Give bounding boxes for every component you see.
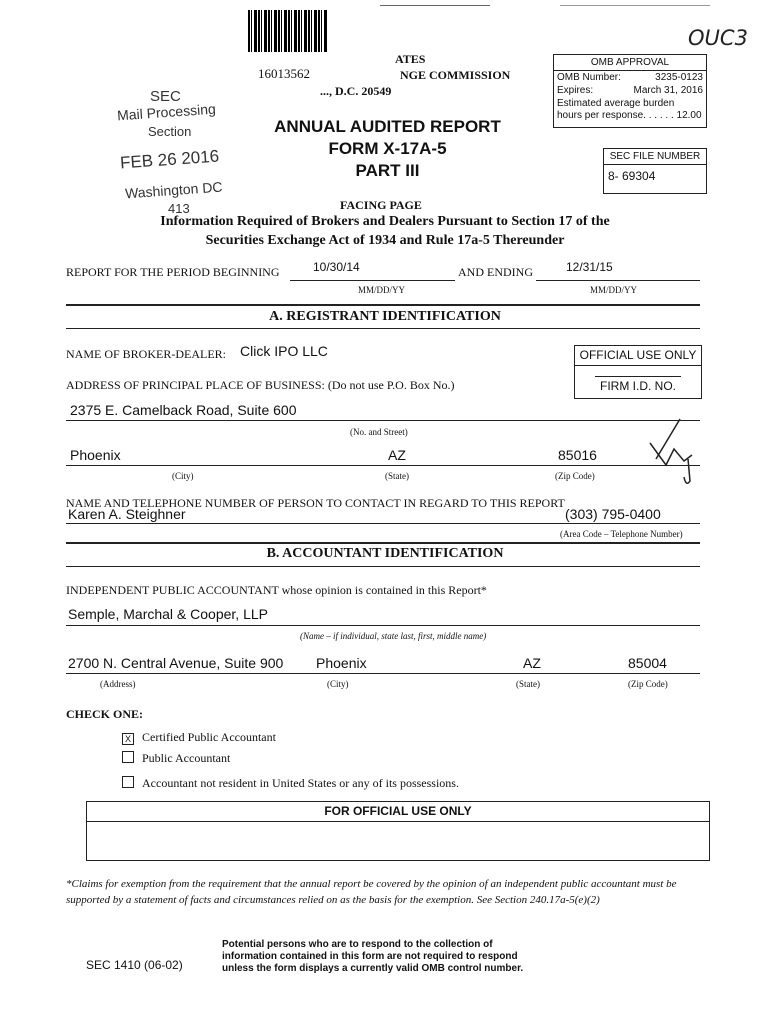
facing-page: FACING PAGE <box>340 198 422 212</box>
official-use-label: OFFICIAL USE ONLY <box>575 346 701 366</box>
accountant-state: AZ <box>523 655 541 671</box>
option-nonresident-label: Accountant not resident in United States or any of its possessions. <box>142 776 459 790</box>
accountant-zip: 85004 <box>628 655 667 671</box>
option-cpa-label: Certified Public Accountant <box>142 730 276 744</box>
official-use-box-b <box>86 801 710 861</box>
omb-expires-label: Expires: <box>557 85 594 96</box>
b-zip-caption: (Zip Code) <box>628 679 668 689</box>
official-use-box-a <box>574 345 702 399</box>
state-caption: (State) <box>385 471 409 481</box>
omb-hours: hours per response. . . . . . 12.00 <box>557 110 702 121</box>
accountant-name: Semple, Marchal & Cooper, LLP <box>68 606 268 622</box>
notice-line-2: information contained in this form are not required to respond <box>222 951 518 962</box>
form-name: FORM X-17A-5 <box>328 139 447 158</box>
notice-line-3: unless the form displays a currently valid OMB control number. <box>222 963 524 974</box>
option-nonresident[interactable] <box>122 776 459 791</box>
form-title: ANNUAL AUDITED REPORT <box>274 117 501 136</box>
b-city-caption: (City) <box>327 679 349 689</box>
period-begin-format: MM/DD/YY <box>358 285 406 295</box>
stamp-mail-processing: Mail Processing <box>116 100 217 124</box>
omb-approval-box <box>553 54 707 128</box>
accountant-label: INDEPENDENT PUBLIC ACCOUNTANT whose opinion is contained in this Report* <box>66 583 487 597</box>
check-one-label: CHECK ONE: <box>66 707 144 721</box>
sec-file-value: 8- 69304 <box>608 169 656 183</box>
info-line-1: Information Required of Brokers and Dealers Pursuant to Section 17 of the <box>160 214 610 229</box>
period-end-label: AND ENDING <box>458 265 533 279</box>
stamp-section: Section <box>148 124 192 139</box>
footnote: *Claims for exemption from the requirement that the annual report be covered by the opinion of an independent public accountant must be supported by a statement of facts and circumstances relied on as the basis for the exemption. See Section 240.17a-5(e)(2) <box>66 878 677 906</box>
omb-expires-value: March 31, 2016 <box>633 85 703 96</box>
phone-caption: (Area Code – Telephone Number) <box>560 529 683 539</box>
agency-line-1: ATES <box>395 52 426 66</box>
sec-file-number-box <box>603 148 707 194</box>
stamp-sec: SEC <box>150 88 181 105</box>
checkbox-public-accountant[interactable] <box>122 751 134 763</box>
option-public-accountant-label: Public Accountant <box>142 751 231 765</box>
section-b-heading: B. ACCOUNTANT IDENTIFICATION <box>266 546 504 561</box>
address-caption: (Address) <box>100 679 136 689</box>
period-end-value: 12/31/15 <box>566 260 613 274</box>
accountant-city: Phoenix <box>316 655 367 671</box>
zip-caption: (Zip Code) <box>555 471 595 481</box>
address-label: ADDRESS OF PRINCIPAL PLACE OF BUSINESS: (Do not use P.O. Box No.) <box>66 378 455 392</box>
omb-notice <box>222 939 523 975</box>
accountant-name-caption: (Name – if individual, state last, first, middle name) <box>300 631 487 641</box>
handwritten-initials <box>640 415 700 487</box>
section-a-heading: A. REGISTRANT IDENTIFICATION <box>269 309 501 324</box>
omb-number-label: OMB Number: <box>557 72 621 83</box>
stamp-number: 413 <box>168 201 190 216</box>
option-cpa[interactable] <box>122 730 276 745</box>
zip-value: 85016 <box>558 447 597 463</box>
firm-id-label: FIRM I.D. NO. <box>600 379 676 393</box>
checkbox-cpa[interactable]: X <box>122 733 134 745</box>
street-value: 2375 E. Camelback Road, Suite 600 <box>70 402 297 418</box>
omb-burden-label: Estimated average burden <box>557 98 675 109</box>
official-use-b-label: FOR OFFICIAL USE ONLY <box>87 802 709 822</box>
contact-name: Karen A. Steighner <box>68 506 186 522</box>
omb-number-value: 3235-0123 <box>655 72 703 83</box>
stamp-date: FEB 26 2016 <box>119 146 220 173</box>
form-part: PART III <box>355 161 420 180</box>
stamp-city: Washington DC <box>124 178 223 202</box>
contact-phone: (303) 795-0400 <box>565 506 661 522</box>
agency-line-3: ..., D.C. 20549 <box>320 84 392 98</box>
handwritten-mark: OUC3 <box>688 26 748 50</box>
info-line-2: Securities Exchange Act of 1934 and Rule 17a-5 Thereunder <box>205 233 565 248</box>
contact-label: NAME AND TELEPHONE NUMBER OF PERSON TO CONTACT IN REGARD TO THIS REPORT <box>66 496 565 510</box>
form-number: SEC 1410 (06-02) <box>86 958 183 972</box>
broker-name-value: Click IPO LLC <box>240 343 328 359</box>
sec-file-label: SEC FILE NUMBER <box>604 149 706 165</box>
agency-line-2: NGE COMMISSION <box>400 68 511 82</box>
street-caption: (No. and Street) <box>350 427 408 437</box>
option-public-accountant[interactable] <box>122 751 230 766</box>
barcode-number: 16013562 <box>258 66 310 81</box>
accountant-address: 2700 N. Central Avenue, Suite 900 <box>68 655 284 671</box>
broker-name-label: NAME OF BROKER-DEALER: <box>66 347 227 361</box>
omb-title: OMB APPROVAL <box>554 55 706 71</box>
city-caption: (City) <box>172 471 194 481</box>
period-begin-label: REPORT FOR THE PERIOD BEGINNING <box>66 265 280 279</box>
b-state-caption: (State) <box>516 679 540 689</box>
period-begin-value: 10/30/14 <box>313 260 360 274</box>
checkbox-nonresident[interactable] <box>122 776 134 788</box>
state-value: AZ <box>388 447 406 463</box>
period-end-format: MM/DD/YY <box>590 285 638 295</box>
barcode <box>248 10 328 52</box>
city-value: Phoenix <box>70 447 121 463</box>
notice-line-1: Potential persons who are to respond to the collection of <box>222 939 493 950</box>
